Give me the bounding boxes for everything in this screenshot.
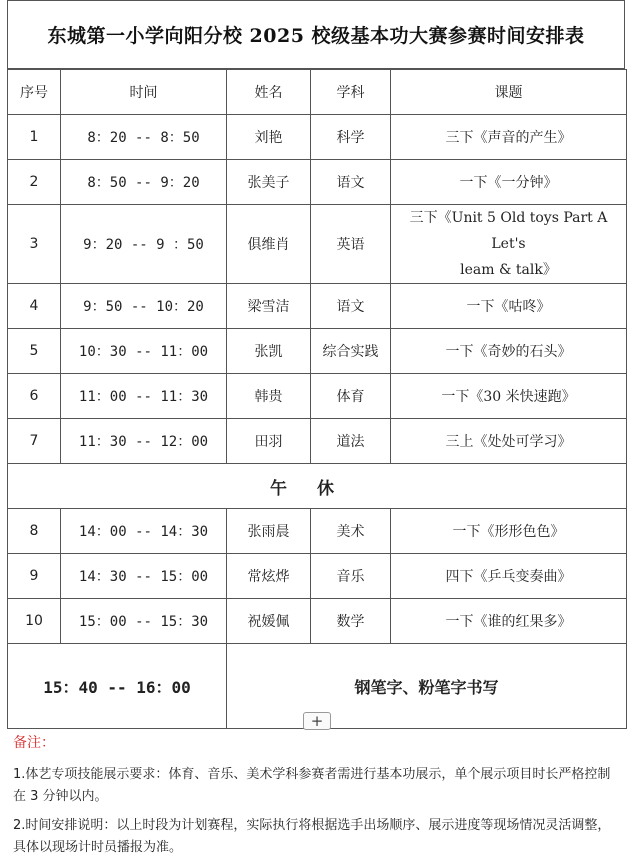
row-subject: 音乐 — [311, 554, 391, 599]
note-item-1: 1.体艺专项技能展示要求：体育、音乐、美术学科参赛者需进行基本功展示，单个展示项目时长严格控制在 3 分钟以内。 — [13, 767, 611, 804]
noon-break-label: 午休 — [8, 464, 627, 509]
row-subject: 语文 — [311, 284, 391, 329]
row-no: 6 — [8, 374, 61, 419]
table-row — [8, 599, 627, 644]
final-task: 钢笔字、粉笔字书写 — [227, 644, 627, 729]
row-name: 常炫烨 — [227, 554, 311, 599]
header-topic: 课题 — [391, 70, 627, 115]
header-no: 序号 — [8, 70, 61, 115]
row-topic: 三下《声音的产生》 — [391, 115, 627, 160]
row-name: 张美子 — [227, 160, 311, 205]
header-time: 时间 — [61, 70, 227, 115]
table-row — [8, 419, 627, 464]
row-topic: 一下《咕咚》 — [391, 284, 627, 329]
table-row — [8, 284, 627, 329]
row-time: 15：00 -- 15：30 — [61, 599, 227, 644]
row-name: 田羽 — [227, 419, 311, 464]
row-topic: 一下《谁的红果多》 — [391, 599, 627, 644]
row-time: 14：30 -- 15：00 — [61, 554, 227, 599]
row-no: 8 — [8, 509, 61, 554]
row-time: 11：30 -- 12：00 — [61, 419, 227, 464]
row-name: 刘艳 — [227, 115, 311, 160]
row-no: 3 — [8, 205, 61, 284]
table-row — [8, 160, 627, 205]
row-topic-line1: 三下《Unit 5 Old toys Part A Let's — [409, 210, 608, 252]
row-time: 8：50 -- 9：20 — [61, 160, 227, 205]
row-time: 9：20 -- 9 ：50 — [61, 205, 227, 284]
row-name: 张雨晨 — [227, 509, 311, 554]
row-time: 9：50 -- 10：20 — [61, 284, 227, 329]
row-subject: 美术 — [311, 509, 391, 554]
row-subject: 综合实践 — [311, 329, 391, 374]
row-subject: 英语 — [311, 205, 391, 284]
table-row — [8, 554, 627, 599]
table-header-row — [8, 70, 627, 115]
row-name: 俱维肖 — [227, 205, 311, 284]
row-name: 梁雪洁 — [227, 284, 311, 329]
notes-section — [13, 732, 613, 866]
header-name: 姓名 — [227, 70, 311, 115]
row-no: 2 — [8, 160, 61, 205]
row-subject: 科学 — [311, 115, 391, 160]
row-topic: 一下《30 米快速跑》 — [391, 374, 627, 419]
row-time: 14：00 -- 14：30 — [61, 509, 227, 554]
header-subject: 学科 — [311, 70, 391, 115]
row-name: 张凯 — [227, 329, 311, 374]
final-time: 15：40 -- 16：00 — [8, 644, 227, 729]
row-name: 祝媛佩 — [227, 599, 311, 644]
page-title: 东城第一小学向阳分校 2025 校级基本功大赛参赛时间安排表 — [47, 25, 585, 47]
row-subject: 语文 — [311, 160, 391, 205]
row-topic: 三上《处处可学习》 — [391, 419, 627, 464]
row-no: 7 — [8, 419, 61, 464]
table-row — [8, 115, 627, 160]
row-no: 1 — [8, 115, 61, 160]
table-row — [8, 205, 627, 284]
table-row — [8, 509, 627, 554]
noon-break-row — [8, 464, 627, 509]
row-subject: 道法 — [311, 419, 391, 464]
schedule-table — [7, 69, 627, 729]
row-subject: 数学 — [311, 599, 391, 644]
title-box — [7, 0, 625, 69]
row-time: 8：20 -- 8：50 — [61, 115, 227, 160]
row-no: 4 — [8, 284, 61, 329]
table-row — [8, 329, 627, 374]
notes-label: 备注： — [13, 735, 55, 751]
row-time: 11：00 -- 11：30 — [61, 374, 227, 419]
row-name: 韩贵 — [227, 374, 311, 419]
row-no: 5 — [8, 329, 61, 374]
row-no: 9 — [8, 554, 61, 599]
table-row — [8, 374, 627, 419]
row-topic: 一下《形形色色》 — [391, 509, 627, 554]
row-no: 10 — [8, 599, 61, 644]
row-topic: 一下《一分钟》 — [391, 160, 627, 205]
row-subject: 体育 — [311, 374, 391, 419]
note-item-2: 2.时间安排说明：以上时段为计划赛程，实际执行将根据选手出场顺序、展示进度等现场情况灵活调整，具体以现场计时员播报为准。 — [13, 818, 611, 855]
row-time: 10：30 -- 11：00 — [61, 329, 227, 374]
row-topic: 四下《乒乓变奏曲》 — [391, 554, 627, 599]
add-row-button[interactable]: + — [303, 712, 331, 730]
row-topic: 一下《奇妙的石头》 — [391, 329, 627, 374]
row-topic — [391, 205, 627, 284]
row-topic-line2: leam & talk》 — [460, 262, 557, 278]
